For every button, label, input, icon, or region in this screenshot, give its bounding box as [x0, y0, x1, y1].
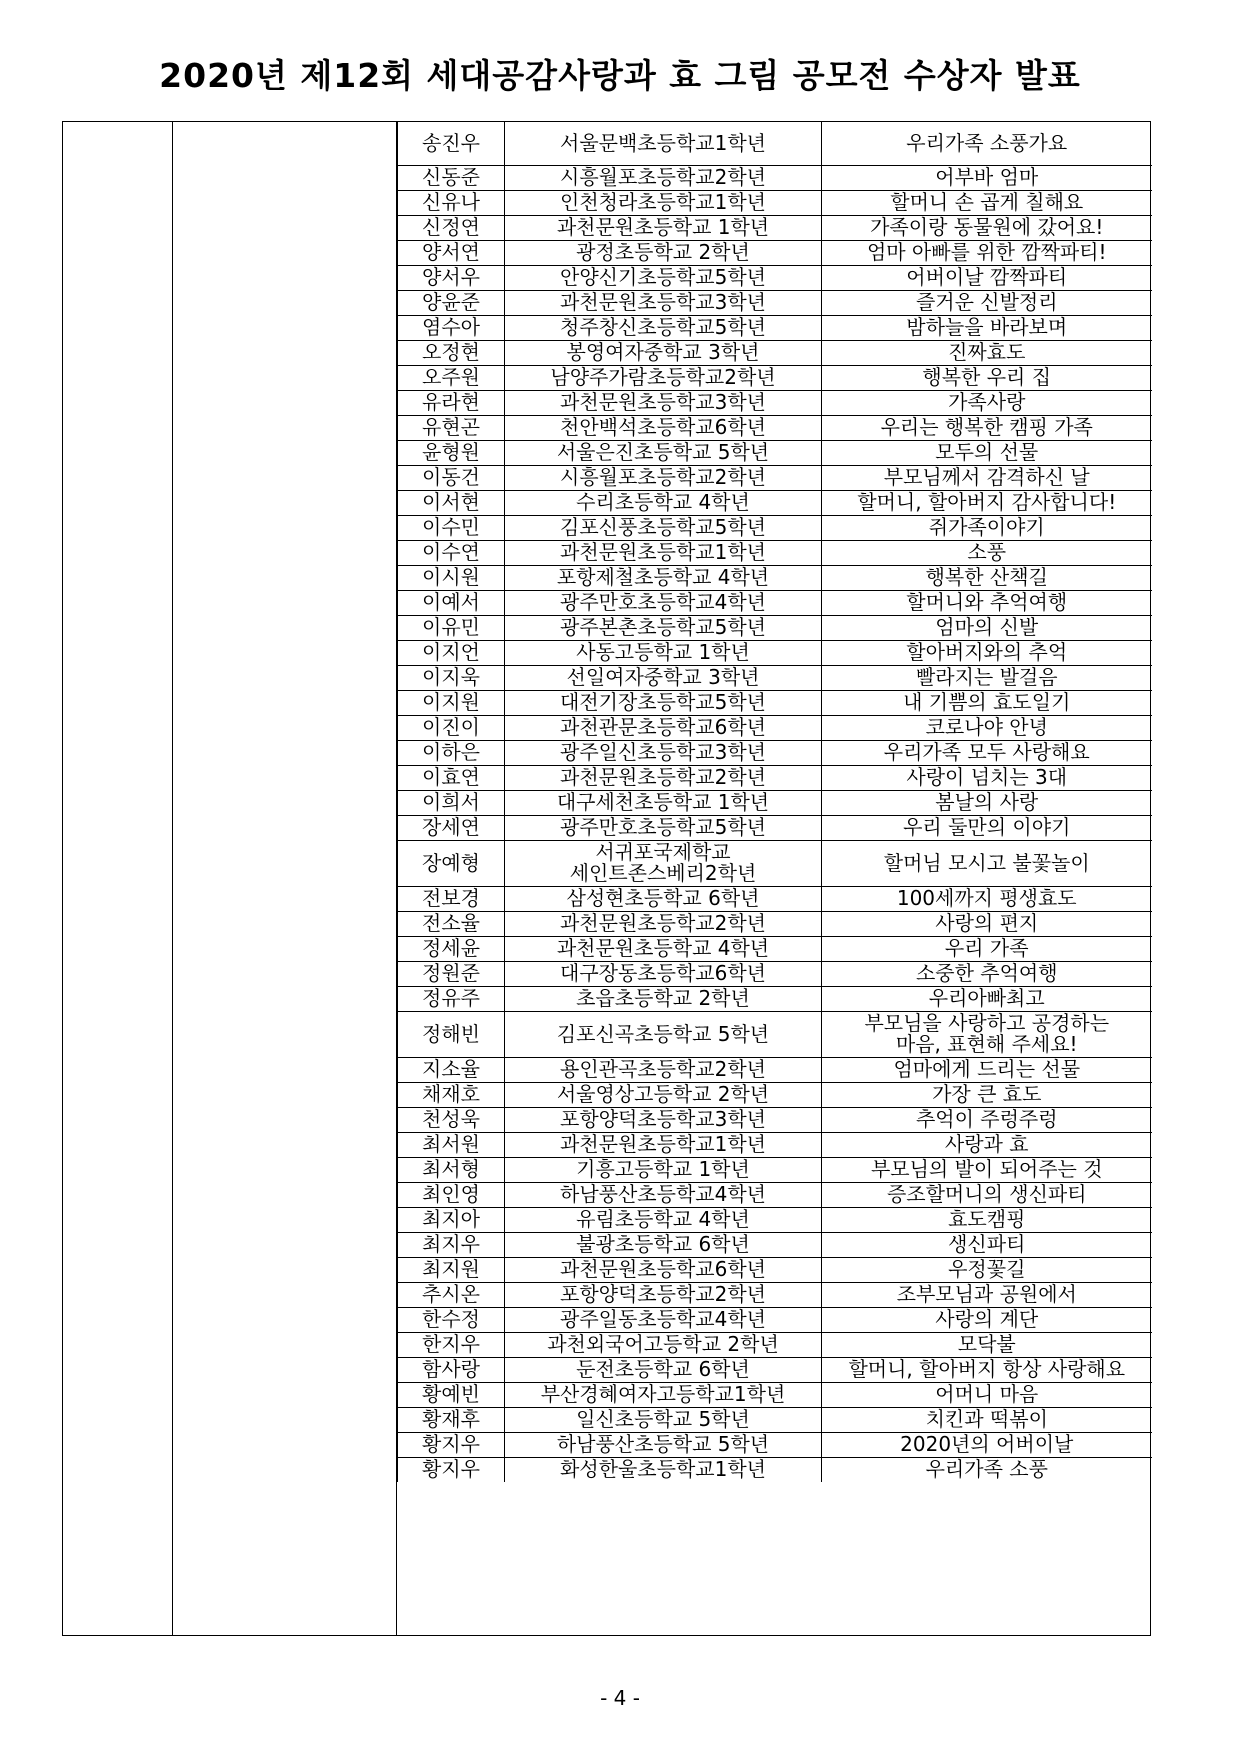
winner-work: 치킨과 떡볶이 [822, 1407, 1152, 1432]
winner-school: 부산경혜여자고등학교1학년 [505, 1382, 822, 1407]
winner-name: 이하은 [398, 740, 505, 765]
winner-row [398, 165, 1152, 190]
winner-row [398, 640, 1152, 665]
winner-name: 신정연 [398, 215, 505, 240]
winner-work: 할아버지와의 추억 [822, 640, 1152, 665]
winner-work: 모두의 선물 [822, 440, 1152, 465]
winner-name: 함사랑 [398, 1357, 505, 1382]
winner-school: 시흥월포초등학교2학년 [505, 465, 822, 490]
winner-name: 유현곤 [398, 415, 505, 440]
winner-school: 포항양덕초등학교2학년 [505, 1282, 822, 1307]
winner-work: 행복한 산책길 [822, 565, 1152, 590]
winner-school: 과천문원초등학교1학년 [505, 1132, 822, 1157]
winner-work: 가장 큰 효도 [822, 1082, 1152, 1107]
winner-work: 봄날의 사랑 [822, 790, 1152, 815]
winner-name: 이서현 [398, 490, 505, 515]
winner-name: 한지우 [398, 1332, 505, 1357]
winner-row [398, 590, 1152, 615]
page-title: 2020년 제12회 세대공감사랑과 효 그림 공모전 수상자 발표 [159, 56, 1081, 95]
winner-row [398, 440, 1152, 465]
winner-row [398, 1407, 1152, 1432]
winner-row [398, 1057, 1152, 1082]
winner-row [398, 986, 1152, 1011]
winner-name: 이수민 [398, 515, 505, 540]
winner-row [398, 936, 1152, 961]
winner-row [398, 215, 1152, 240]
winner-work: 할머니 손 곱게 칠해요 [822, 190, 1152, 215]
winner-school: 광주일동초등학교4학년 [505, 1307, 822, 1332]
winner-row [398, 1332, 1152, 1357]
winner-school: 김포신곡초등학교 5학년 [505, 1011, 822, 1057]
winner-name: 전보경 [398, 886, 505, 911]
winner-row [398, 815, 1152, 840]
winner-work: 우리가족 소풍 [822, 1457, 1152, 1482]
winner-row [398, 1307, 1152, 1332]
winner-name: 황지우 [398, 1432, 505, 1457]
winner-row [398, 1132, 1152, 1157]
winner-work: 소풍 [822, 540, 1152, 565]
winner-name: 정세윤 [398, 936, 505, 961]
winner-row [398, 122, 1152, 165]
winner-name: 황예빈 [398, 1382, 505, 1407]
winner-school: 과천문원초등학교2학년 [505, 765, 822, 790]
winner-row [398, 1257, 1152, 1282]
winner-name: 이동건 [398, 465, 505, 490]
winner-work: 2020년의 어버이날 [822, 1432, 1152, 1457]
winner-work: 사랑이 넘치는 3대 [822, 765, 1152, 790]
winner-row [398, 1207, 1152, 1232]
winner-row [398, 615, 1152, 640]
winner-row [398, 690, 1152, 715]
winner-row [398, 1282, 1152, 1307]
winner-name: 이지언 [398, 640, 505, 665]
winner-school: 인천청라초등학교1학년 [505, 190, 822, 215]
winner-name: 이지욱 [398, 665, 505, 690]
winner-school: 과천문원초등학교2학년 [505, 911, 822, 936]
winner-school: 삼성현초등학교 6학년 [505, 886, 822, 911]
winner-work: 할머니, 할아버지 감사합니다! [822, 490, 1152, 515]
winner-row [398, 1357, 1152, 1382]
winner-name: 최지아 [398, 1207, 505, 1232]
winner-name: 한수정 [398, 1307, 505, 1332]
winner-school: 광주만호초등학교5학년 [505, 815, 822, 840]
winner-school: 김포신풍초등학교5학년 [505, 515, 822, 540]
winner-name: 이예서 [398, 590, 505, 615]
winner-name: 정원준 [398, 961, 505, 986]
winner-row [398, 1107, 1152, 1132]
winner-work: 할머님 모시고 불꽃놀이 [822, 840, 1152, 886]
winner-work: 행복한 우리 집 [822, 365, 1152, 390]
winner-row [398, 490, 1152, 515]
winner-row [398, 1232, 1152, 1257]
winner-school: 기흥고등학교 1학년 [505, 1157, 822, 1182]
winner-school: 천안백석초등학교6학년 [505, 415, 822, 440]
winner-work: 엄마 아빠를 위한 깜짝파티! [822, 240, 1152, 265]
winner-school: 화성한울초등학교1학년 [505, 1457, 822, 1482]
winner-name: 유라현 [398, 390, 505, 415]
winner-school: 포항제철초등학교 4학년 [505, 565, 822, 590]
winner-school: 대전기장초등학교5학년 [505, 690, 822, 715]
winner-school: 일신초등학교 5학년 [505, 1407, 822, 1432]
winner-name: 이수연 [398, 540, 505, 565]
winner-school: 광주만호초등학교4학년 [505, 590, 822, 615]
winner-name: 최인영 [398, 1182, 505, 1207]
winner-school: 과천문원초등학교1학년 [505, 540, 822, 565]
winner-name: 양서우 [398, 265, 505, 290]
winner-row [398, 840, 1152, 886]
winner-row [398, 790, 1152, 815]
winner-school: 청주창신초등학교5학년 [505, 315, 822, 340]
winner-work: 효도캠핑 [822, 1207, 1152, 1232]
winner-work: 추억이 주렁주렁 [822, 1107, 1152, 1132]
winner-school: 과천관문초등학교6학년 [505, 715, 822, 740]
winner-work: 조부모님과 공원에서 [822, 1282, 1152, 1307]
winner-school: 과천문원초등학교 1학년 [505, 215, 822, 240]
winner-name: 장세연 [398, 815, 505, 840]
winner-row [398, 315, 1152, 340]
winner-work: 우리아빠최고 [822, 986, 1152, 1011]
winner-row [398, 1082, 1152, 1107]
winner-name: 이유민 [398, 615, 505, 640]
winner-work: 할머니, 할아버지 항상 사랑해요 [822, 1357, 1152, 1382]
winner-row [398, 390, 1152, 415]
winner-work: 사랑의 편지 [822, 911, 1152, 936]
winner-work: 내 기쁨의 효도일기 [822, 690, 1152, 715]
winner-row [398, 961, 1152, 986]
winner-school: 서울영상고등학교 2학년 [505, 1082, 822, 1107]
winner-school: 남양주가람초등학교2학년 [505, 365, 822, 390]
winner-row [398, 1157, 1152, 1182]
winner-work: 부모님께서 감격하신 날 [822, 465, 1152, 490]
winners-table [397, 122, 1152, 1482]
winner-name: 양윤준 [398, 290, 505, 315]
winner-row [398, 715, 1152, 740]
winner-school: 하남풍산초등학교4학년 [505, 1182, 822, 1207]
winner-school: 과천문원초등학교3학년 [505, 290, 822, 315]
winner-name: 염수아 [398, 315, 505, 340]
winner-work: 사랑의 계단 [822, 1307, 1152, 1332]
winner-name: 송진우 [398, 122, 505, 165]
winner-school: 서울문백초등학교1학년 [505, 122, 822, 165]
winner-row [398, 1011, 1152, 1057]
winner-name: 신유나 [398, 190, 505, 215]
winner-work: 어머니 마음 [822, 1382, 1152, 1407]
winner-work: 할머니와 추억여행 [822, 590, 1152, 615]
winner-name: 오주원 [398, 365, 505, 390]
winner-row [398, 1182, 1152, 1207]
winner-work: 엄마에게 드리는 선물 [822, 1057, 1152, 1082]
winner-row [398, 265, 1152, 290]
winner-name: 이지원 [398, 690, 505, 715]
winner-school: 유림초등학교 4학년 [505, 1207, 822, 1232]
winner-name: 이시원 [398, 565, 505, 590]
winner-name: 전소율 [398, 911, 505, 936]
winner-school: 사동고등학교 1학년 [505, 640, 822, 665]
winner-row [398, 340, 1152, 365]
winner-school: 초읍초등학교 2학년 [505, 986, 822, 1011]
winner-work: 부모님을 사랑하고 공경하는 마음, 표현해 주세요! [822, 1011, 1152, 1057]
winner-row [398, 415, 1152, 440]
winner-name: 오정현 [398, 340, 505, 365]
winner-school: 용인관곡초등학교2학년 [505, 1057, 822, 1082]
winner-work: 우리는 행복한 캠핑 가족 [822, 415, 1152, 440]
winner-work: 소중한 추억여행 [822, 961, 1152, 986]
winner-work: 사랑과 효 [822, 1132, 1152, 1157]
winner-name: 최서형 [398, 1157, 505, 1182]
winner-name: 이진이 [398, 715, 505, 740]
winner-school: 대구장동초등학교6학년 [505, 961, 822, 986]
winner-school: 서귀포국제학교 세인트존스베리2학년 [505, 840, 822, 886]
winner-work: 증조할머니의 생신파티 [822, 1182, 1152, 1207]
winner-name: 장예형 [398, 840, 505, 886]
winner-school: 둔전초등학교 6학년 [505, 1357, 822, 1382]
winner-row [398, 1382, 1152, 1407]
winner-school: 안양신기초등학교5학년 [505, 265, 822, 290]
winner-name: 정해빈 [398, 1011, 505, 1057]
winner-work: 코로나야 안녕 [822, 715, 1152, 740]
winner-name: 지소율 [398, 1057, 505, 1082]
winner-school: 선일여자중학교 3학년 [505, 665, 822, 690]
winner-name: 최지우 [398, 1232, 505, 1257]
winner-school: 시흥월포초등학교2학년 [505, 165, 822, 190]
winners-table-frame [62, 121, 1151, 1636]
winner-work: 100세까지 평생효도 [822, 886, 1152, 911]
winner-work: 가족사랑 [822, 390, 1152, 415]
winner-row [398, 740, 1152, 765]
winner-school: 과천외국어고등학교 2학년 [505, 1332, 822, 1357]
winner-school: 광주본촌초등학교5학년 [505, 615, 822, 640]
column-divider [172, 122, 173, 1635]
winner-name: 윤형원 [398, 440, 505, 465]
winner-name: 최서원 [398, 1132, 505, 1157]
winner-work: 우리 가족 [822, 936, 1152, 961]
winner-school: 서울은진초등학교 5학년 [505, 440, 822, 465]
winner-school: 과천문원초등학교3학년 [505, 390, 822, 415]
winner-row [398, 190, 1152, 215]
winner-school: 대구세천초등학교 1학년 [505, 790, 822, 815]
winner-school: 하남풍산초등학교 5학년 [505, 1432, 822, 1457]
winner-work: 부모님의 발이 되어주는 것 [822, 1157, 1152, 1182]
winner-name: 황재후 [398, 1407, 505, 1432]
winner-school: 광정초등학교 2학년 [505, 240, 822, 265]
winner-row [398, 1457, 1152, 1482]
winner-name: 양서연 [398, 240, 505, 265]
winner-work: 즐거운 신발정리 [822, 290, 1152, 315]
winner-row [398, 465, 1152, 490]
winner-row [398, 540, 1152, 565]
winner-work: 어부바 엄마 [822, 165, 1152, 190]
winner-name: 최지원 [398, 1257, 505, 1282]
winner-work: 모닥불 [822, 1332, 1152, 1357]
winner-work: 우정꽃길 [822, 1257, 1152, 1282]
winner-work: 쥐가족이야기 [822, 515, 1152, 540]
winner-name: 이희서 [398, 790, 505, 815]
winner-work: 엄마의 신발 [822, 615, 1152, 640]
winner-school: 과천문원초등학교6학년 [505, 1257, 822, 1282]
winner-work: 진짜효도 [822, 340, 1152, 365]
winner-work: 우리가족 소풍가요 [822, 122, 1152, 165]
winner-school: 광주일신초등학교3학년 [505, 740, 822, 765]
winner-name: 채재호 [398, 1082, 505, 1107]
winner-row [398, 1432, 1152, 1457]
winner-name: 황지우 [398, 1457, 505, 1482]
winner-work: 어버이날 깜짝파티 [822, 265, 1152, 290]
page-number: - 4 - [600, 1686, 640, 1710]
winner-work: 우리가족 모두 사랑해요 [822, 740, 1152, 765]
winner-name: 정유주 [398, 986, 505, 1011]
winner-name: 천성욱 [398, 1107, 505, 1132]
winner-work: 빨라지는 발걸음 [822, 665, 1152, 690]
winner-work: 가족이랑 동물원에 갔어요! [822, 215, 1152, 240]
winner-name: 이효연 [398, 765, 505, 790]
winner-school: 수리초등학교 4학년 [505, 490, 822, 515]
winner-work: 우리 둘만의 이야기 [822, 815, 1152, 840]
winner-school: 봉영여자중학교 3학년 [505, 340, 822, 365]
winner-row [398, 886, 1152, 911]
winner-name: 추시온 [398, 1282, 505, 1307]
winner-row [398, 290, 1152, 315]
winner-school: 포항양덕초등학교3학년 [505, 1107, 822, 1132]
winner-school: 불광초등학교 6학년 [505, 1232, 822, 1257]
winner-row [398, 515, 1152, 540]
winner-row [398, 365, 1152, 390]
winner-row [398, 665, 1152, 690]
winner-row [398, 565, 1152, 590]
winner-name: 신동준 [398, 165, 505, 190]
winner-row [398, 765, 1152, 790]
winner-row [398, 240, 1152, 265]
winner-row [398, 911, 1152, 936]
winner-school: 과천문원초등학교 4학년 [505, 936, 822, 961]
winner-work: 생신파티 [822, 1232, 1152, 1257]
winner-work: 밤하늘을 바라보며 [822, 315, 1152, 340]
